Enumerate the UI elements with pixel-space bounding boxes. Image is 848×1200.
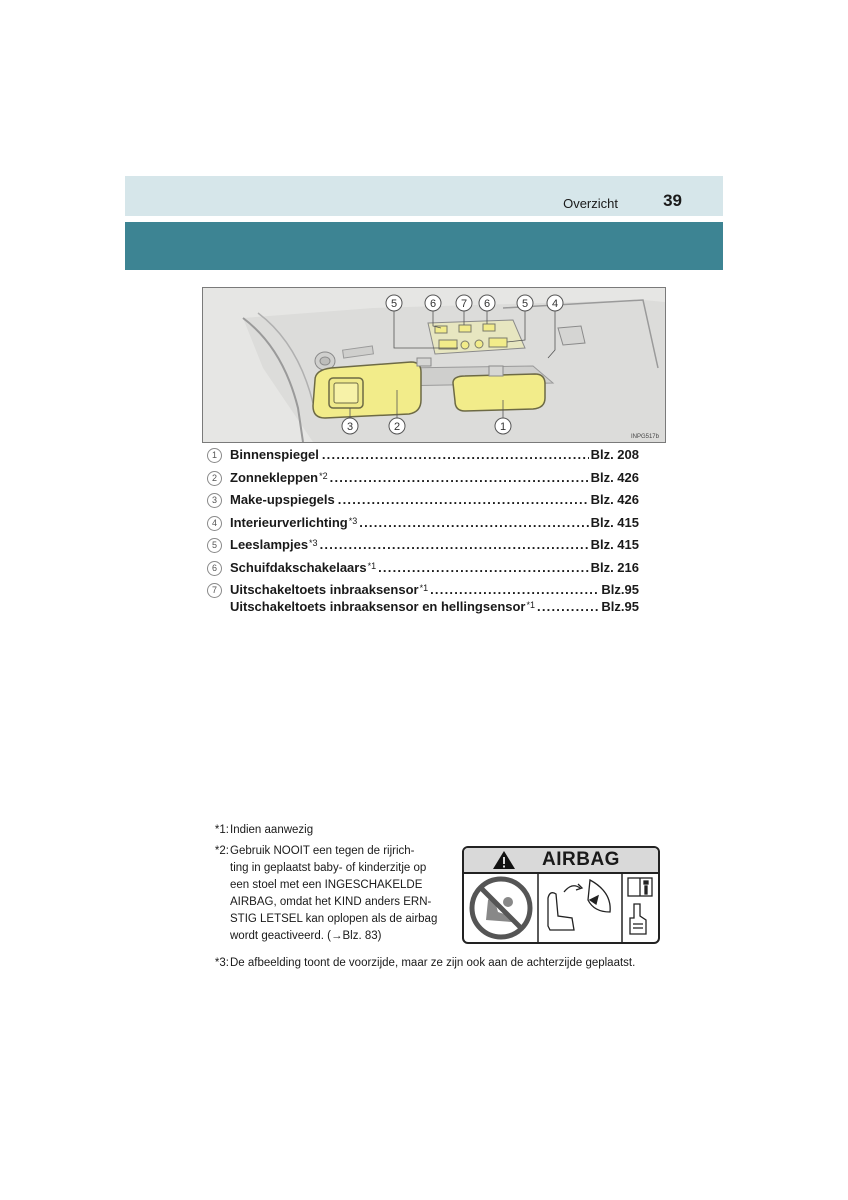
callout-top: 7 [460,298,468,310]
footnote-line: Gebruik NOOIT een tegen de rijrich- [230,845,415,857]
footnote-line: STIG LETSEL kan oplopen als de airbag [230,913,438,925]
page-reference: Blz. 415 [590,537,639,552]
footnote-text: Indien aanwezig [230,824,314,836]
page-reference: Blz. 415 [590,514,639,530]
overhead-console-drawing [203,288,665,442]
callout-top: 5 [390,298,398,310]
callout-bottom: 3 [346,421,354,433]
footnote-ref: *3 [309,538,318,548]
footnote-ref: *2 [319,470,328,481]
footnote-line: wordt geactiveerd. (→Blz. 83) [230,930,382,942]
no-rear-facing-seat-icon [472,879,530,937]
item-number: 6 [207,561,222,576]
item-number: 5 [207,538,222,553]
page-reference: Blz.95 [601,582,639,597]
component-list [207,447,639,625]
footnote-ref: *1 [526,599,536,610]
callout-bottom: 2 [393,421,401,433]
item-number: 7 [207,583,222,598]
warning-triangle-icon [492,850,516,870]
item-label: Schuifdakschakelaars [230,559,367,575]
item-label: Leeslampjes [230,537,309,552]
list-item [207,560,639,583]
item-number: 2 [207,471,222,486]
callout-top: 6 [429,298,437,310]
list-item [207,598,639,625]
footnote-ref: *3 [348,515,358,526]
page-reference: Blz.95 [601,598,639,614]
read-manual-icon [628,878,652,934]
footnote-line: een stoel met een INGESCHAKELDE [230,879,423,891]
section-title: Overzicht [563,196,618,211]
item-label: Make-upspiegels [230,492,335,507]
callout-top: 4 [551,298,559,310]
list-item [207,537,639,560]
footnote-mark: *1: [214,824,229,836]
page-reference: Blz. 208 [590,447,639,462]
page-number: 39 [663,191,682,210]
page-reference: Blz. 216 [590,559,639,575]
footnote-ref: *1 [367,560,377,571]
overhead-console-illustration [202,287,666,443]
footnote-line: AIRBAG, omdat het KIND anders ERN- [230,896,432,908]
item-label: Zonnekleppen [230,469,319,485]
item-label: Uitschakeltoets inbraaksensor [230,582,419,597]
item-label: Interieurverlichting [230,514,348,530]
list-item [207,447,639,470]
figure-code: INPG517b [630,434,659,440]
chapter-band [125,222,723,270]
item-number: 4 [207,516,222,531]
list-item [207,515,639,538]
callout-top: 5 [521,298,529,310]
footnote-ref: *1 [419,583,429,593]
page-reference: Blz. 426 [590,469,639,485]
airbag-pictograms [464,872,660,944]
item-number: 1 [207,448,222,463]
callout-bottom: 1 [499,421,507,433]
footnote-mark: *2: [214,845,229,857]
footnote-mark: *3: [214,957,229,969]
item-label: Uitschakeltoets inbraaksensor en hellingsensor [230,598,526,614]
item-number: 3 [207,493,222,508]
seat-airbag-icon [548,880,610,930]
item-label: Binnenspiegel [230,447,319,462]
list-item [207,470,639,493]
footnote-text: De afbeelding toont de voorzijde, maar ze zijn ook aan de achterzijde geplaatst. [230,957,636,969]
footnote-line: ting in geplaatst baby- of kinderzitje op [230,862,427,874]
page-reference: Blz. 426 [590,492,639,507]
header-bar [125,176,723,216]
airbag-title: AIRBAG [542,849,620,870]
list-item [207,492,639,515]
callout-top: 6 [483,298,491,310]
airbag-label-header [464,848,658,874]
airbag-warning-label [462,846,660,944]
